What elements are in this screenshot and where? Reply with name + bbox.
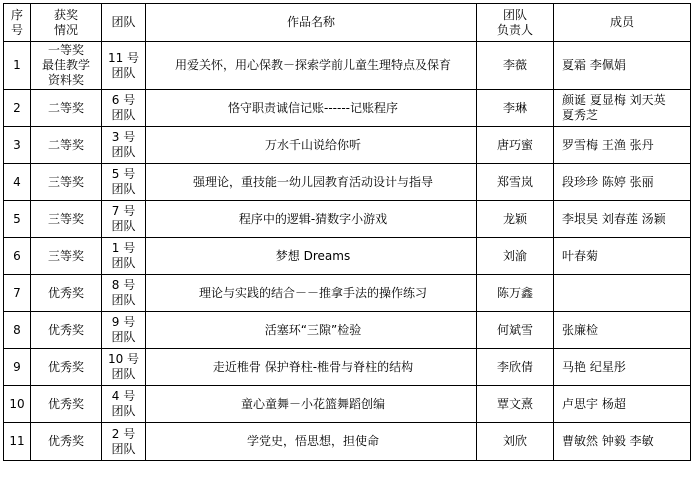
cell-award: 二等奖: [31, 90, 102, 127]
cell-team: 1 号 团队: [102, 238, 146, 275]
cell-no: 7: [4, 275, 31, 312]
cell-members: 李垠昊 刘春莲 汤颖: [554, 201, 691, 238]
cell-members: 罗雪梅 王渔 张丹: [554, 127, 691, 164]
cell-leader: 龙颖: [477, 201, 554, 238]
cell-title: 万水千山说给你听: [146, 127, 477, 164]
cell-award: 一等奖 最佳教学 资料奖: [31, 42, 102, 90]
cell-leader: 李琳: [477, 90, 554, 127]
cell-award: 优秀奖: [31, 349, 102, 386]
cell-members: 叶春菊: [554, 238, 691, 275]
cell-title: 程序中的逻辑-猜数字小游戏: [146, 201, 477, 238]
cell-leader: 何斌雪: [477, 312, 554, 349]
cell-title: 学党史，悟思想，担使命: [146, 423, 477, 461]
table-row: [4, 312, 691, 349]
cell-no: 2: [4, 90, 31, 127]
cell-no: 3: [4, 127, 31, 164]
cell-leader: 李欣倩: [477, 349, 554, 386]
cell-team: 4 号 团队: [102, 386, 146, 423]
cell-no: 1: [4, 42, 31, 90]
cell-no: 10: [4, 386, 31, 423]
table-row: [4, 90, 691, 127]
table-row: [4, 238, 691, 275]
cell-award: 三等奖: [31, 201, 102, 238]
table-row: [4, 201, 691, 238]
cell-leader: 刘欣: [477, 423, 554, 461]
cell-no: 11: [4, 423, 31, 461]
awards-table: [3, 3, 691, 461]
cell-team: 2 号 团队: [102, 423, 146, 461]
table-row: [4, 164, 691, 201]
cell-team: 7 号 团队: [102, 201, 146, 238]
table-body: [4, 42, 691, 461]
cell-no: 6: [4, 238, 31, 275]
cell-no: 9: [4, 349, 31, 386]
cell-title: 用爱关怀，用心保教－探索学前儿童生理特点及保育: [146, 42, 477, 90]
cell-team: 3 号 团队: [102, 127, 146, 164]
cell-team: 9 号 团队: [102, 312, 146, 349]
cell-no: 8: [4, 312, 31, 349]
cell-team: 5 号 团队: [102, 164, 146, 201]
table-row: [4, 423, 691, 461]
cell-award: 二等奖: [31, 127, 102, 164]
cell-members: 卢思宇 杨超: [554, 386, 691, 423]
cell-leader: 唐巧蜜: [477, 127, 554, 164]
cell-members: 马艳 纪星彤: [554, 349, 691, 386]
table-row: [4, 42, 691, 90]
cell-team: 10 号 团队: [102, 349, 146, 386]
cell-members: 曹敏然 钟毅 李敏: [554, 423, 691, 461]
cell-title: 童心童舞－小花篮舞蹈创编: [146, 386, 477, 423]
cell-leader: 覃文熹: [477, 386, 554, 423]
cell-title: 活塞环“三隙”检验: [146, 312, 477, 349]
header-title: 作品名称: [146, 4, 477, 42]
cell-leader: 李薇: [477, 42, 554, 90]
header-award: 获奖 情况: [31, 4, 102, 42]
cell-members: [554, 275, 691, 312]
cell-award: 优秀奖: [31, 386, 102, 423]
cell-title: 恪守职责诚信记账------记账程序: [146, 90, 477, 127]
table-row: [4, 386, 691, 423]
table-row: [4, 349, 691, 386]
cell-title: 理论与实践的结合－－推拿手法的操作练习: [146, 275, 477, 312]
cell-title: 梦想 Dreams: [146, 238, 477, 275]
cell-leader: 郑雪岚: [477, 164, 554, 201]
cell-award: 优秀奖: [31, 312, 102, 349]
table-row: [4, 275, 691, 312]
cell-title: 走近椎骨 保护脊柱-椎骨与脊柱的结构: [146, 349, 477, 386]
cell-title: 强理论，重技能一幼儿园教育活动设计与指导: [146, 164, 477, 201]
table-row: [4, 127, 691, 164]
cell-award: 优秀奖: [31, 275, 102, 312]
cell-members: 颜诞 夏显梅 刘天英 夏秀芝: [554, 90, 691, 127]
cell-team: 6 号 团队: [102, 90, 146, 127]
cell-leader: 刘渝: [477, 238, 554, 275]
cell-team: 11 号 团队: [102, 42, 146, 90]
cell-members: 段珍珍 陈婷 张丽: [554, 164, 691, 201]
header-members: 成员: [554, 4, 691, 42]
header-row: [4, 4, 691, 42]
cell-award: 优秀奖: [31, 423, 102, 461]
cell-members: 夏霜 李佩娟: [554, 42, 691, 90]
cell-leader: 陈万鑫: [477, 275, 554, 312]
cell-award: 三等奖: [31, 238, 102, 275]
cell-award: 三等奖: [31, 164, 102, 201]
header-no: 序 号: [4, 4, 31, 42]
cell-no: 5: [4, 201, 31, 238]
header-team: 团队: [102, 4, 146, 42]
header-leader: 团队 负责人: [477, 4, 554, 42]
cell-no: 4: [4, 164, 31, 201]
cell-members: 张廉检: [554, 312, 691, 349]
cell-team: 8 号 团队: [102, 275, 146, 312]
